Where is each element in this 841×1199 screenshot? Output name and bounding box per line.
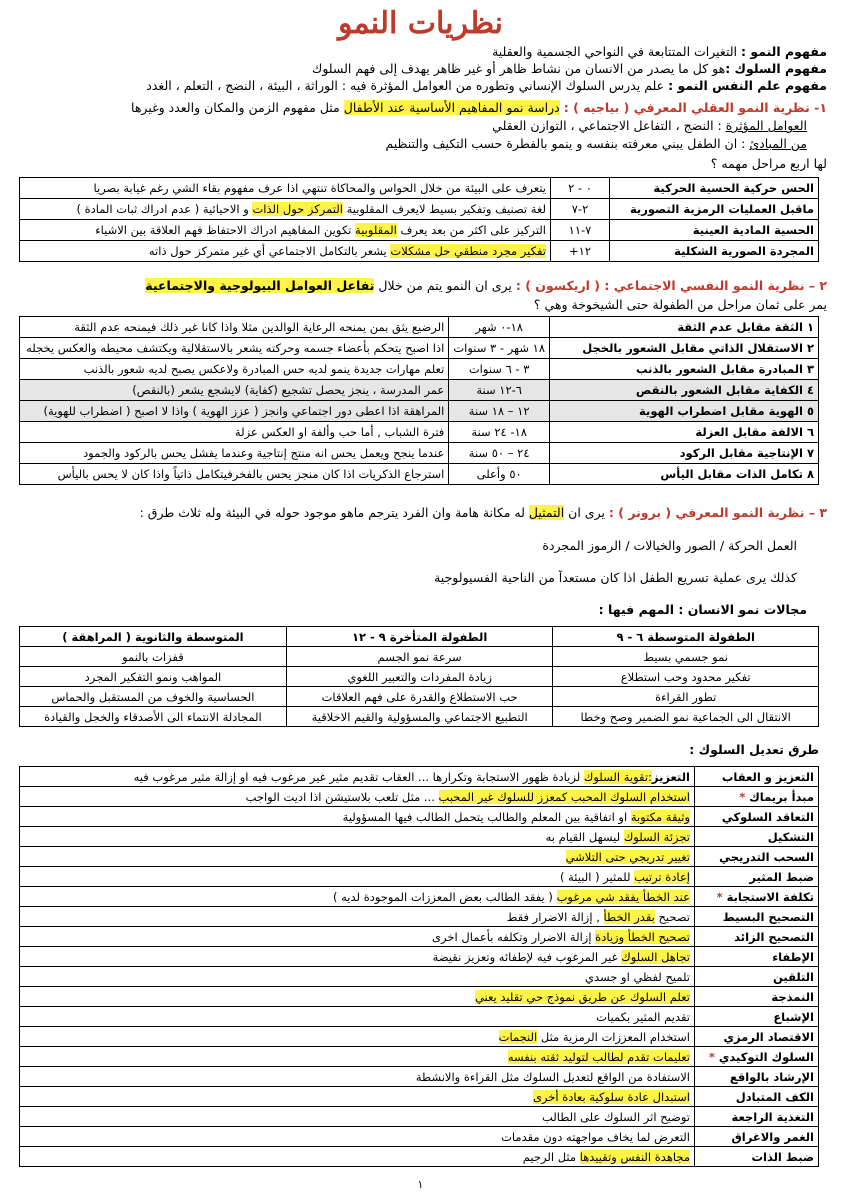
piaget-stage-desc-rest: تكوين المفاهيم ادراك الاحتفاظ فهم العلاقة بين الاشياء — [95, 223, 356, 237]
domains-header-cell: المتوسطة والثانوية ( المراهقة ) — [20, 627, 287, 647]
domains-table — [19, 626, 819, 727]
behavior-methods-table — [19, 766, 819, 1167]
behavior-method-label: مبدأ بريماك — [749, 789, 814, 804]
behavior-method-label: التعاقد السلوكي — [721, 809, 814, 824]
behavior-method-desc-pre: استخدام المعززات الرمزية مثل — [537, 1029, 690, 1044]
behavior-method-row — [20, 987, 819, 1007]
behavior-method-desc-highlight: تصحيح الخطأ وزيادة — [595, 929, 690, 944]
behavior-method-name — [695, 1107, 819, 1127]
behavior-method-desc-rest: لزيادة ظهور الاستجابة وتكرارها ... العقاب تقديم مثير غير مرغوب فيه او إزالة مثير مرغوب فيه — [133, 769, 584, 784]
erikson-stage-age: ٦-١٢ سنة — [449, 380, 550, 401]
behavior-method-row — [20, 1087, 819, 1107]
behavior-method-desc-highlight: :تقوية السلوك — [583, 769, 652, 784]
erikson-stage-name: ١ الثقة مقابل عدم الثقة — [550, 317, 819, 338]
behavior-method-name — [695, 1047, 819, 1067]
behavior-method-label: ضبط الذات — [751, 1149, 814, 1164]
erikson-stage-row — [20, 443, 819, 464]
erikson-stage-age: ٢٤ – ٥٠ سنة — [449, 443, 550, 464]
behavior-method-desc — [20, 1127, 695, 1147]
domains-cell: المواهب ونمو التفكير المجرد — [20, 667, 287, 687]
behavior-method-desc — [20, 847, 695, 867]
erikson-stage-name: ٦ الالفة مقابل العزلة — [550, 422, 819, 443]
piaget-factors-label: العوامل المؤثرة — [725, 118, 807, 133]
behavior-method-desc-rest: إزالة الاضرار وتكلفه بأعمال اخرى — [432, 929, 596, 944]
definition-text: التغيرات المتتابعة في النواحي الجسمية والعقلية — [492, 44, 741, 59]
domains-cell: الحساسية والخوف من المستقبل والحماس — [20, 687, 287, 707]
definition-term: مفهوم علم النفس النمو : — [668, 78, 827, 93]
definition-term: مفهوم النمو : — [741, 44, 827, 59]
behavior-method-desc — [20, 927, 695, 947]
domains-header-cell: الطفولة المتأخرة ٩ - ١٢ — [286, 627, 553, 647]
page-number: ١ — [417, 1178, 424, 1191]
behavior-method-desc — [20, 807, 695, 827]
erikson-stage-row — [20, 338, 819, 359]
behavior-method-label: السحب التدريجي — [719, 849, 814, 864]
piaget-stage-row — [20, 220, 819, 241]
behavior-method-desc-pre: تلميح لفظي او جسدي — [584, 969, 690, 984]
definition-behavior — [14, 61, 827, 77]
piaget-heading-rest: مثل مفهوم الزمن والمكان والعدد وغيرها — [131, 100, 344, 115]
piaget-stage-desc-highlight: تفكير مجرد منطقي حل مشكلات — [390, 244, 546, 258]
piaget-factors — [14, 118, 807, 134]
piaget-stage-desc — [20, 178, 551, 199]
erikson-stage-name: ٢ الاستقلال الذاتي مقابل الشعور بالخجل — [550, 338, 819, 359]
behavior-method-name — [695, 927, 819, 947]
behavior-method-desc — [20, 1087, 695, 1107]
erikson-stage-desc: عمر المدرسة ، ينجز يحصل تشجيع (كفاية) لايشجع يشعر (بالنقص) — [20, 380, 449, 401]
piaget-principles-label: من المبادئ — [749, 136, 807, 151]
behavior-method-desc-rest: ... مثل تلعب بلاستيشن اذا اديت الواجب — [245, 789, 439, 804]
behavior-method-name — [695, 1027, 819, 1047]
piaget-stage-desc — [20, 199, 551, 220]
behavior-method-row — [20, 767, 819, 787]
behavior-method-label: الإطفاء — [772, 949, 814, 964]
piaget-stage-desc — [20, 241, 551, 262]
definition-text: علم يدرس السلوك الإنساني وتطوره من العوامل المؤثرة فيه : الوراثة ، البيئة ، النضج ، التعلم ، الغدد — [146, 78, 669, 93]
domains-cell: المجادلة الانتماء الى الأصدقاء والخجل والقيادة — [20, 707, 287, 727]
behavior-method-label: النمذجة — [771, 989, 814, 1004]
piaget-stage-row — [20, 178, 819, 199]
domains-header-row — [20, 627, 819, 647]
star-icon: * — [739, 789, 750, 804]
behavior-method-desc-highlight: استخدام السلوك المحبب كمعزز للسلوك غير المحبب — [438, 789, 690, 804]
piaget-principles — [14, 136, 807, 152]
behavior-method-desc-highlight: تعلم السلوك عن طريق نموذج حي تقليد يعني — [474, 989, 690, 1004]
behavior-method-label: التشكيل — [767, 829, 814, 844]
piaget-stage-row — [20, 199, 819, 220]
behavior-method-desc-pre: تصحيح — [654, 909, 690, 924]
piaget-stage-desc-text: التركيز على اكثر من بعد يعرف — [396, 223, 546, 237]
behavior-method-desc — [20, 967, 695, 987]
behavior-method-desc — [20, 907, 695, 927]
behavior-method-desc-highlight: استبدال عادة سلوكية بعادة أخرى — [532, 1089, 690, 1104]
behavior-method-desc — [20, 1047, 695, 1067]
behavior-method-row — [20, 807, 819, 827]
behavior-method-row — [20, 1067, 819, 1087]
bruner-ways: العمل الحركة / الصور والخيالات / الرموز المجردة — [542, 538, 797, 553]
bruner-note: كذلك يرى عملية تسريع الطفل اذا كان مستعداً من الناحية الفسيولوجية — [434, 570, 797, 585]
behavior-method-row — [20, 967, 819, 987]
erikson-stage-age: ٥٠ وأعلى — [449, 464, 550, 485]
behavior-method-desc-highlight: النجمات — [498, 1029, 538, 1044]
behavior-method-name — [695, 1007, 819, 1027]
bruner-heading-a: يرى ان — [564, 505, 609, 520]
behavior-method-desc-rest: ( يفقد الطالب بعض المعززات الموجودة لديه ) — [332, 889, 557, 904]
behavior-method-label: التغذية الراجعة — [731, 1109, 814, 1124]
page-title: نظريات النمو — [337, 6, 504, 41]
behavior-method-row — [20, 927, 819, 947]
bruner-heading-highlight: التمثيل — [528, 505, 565, 520]
behavior-method-row — [20, 847, 819, 867]
bruner-heading-label: ٣ – نظرية النمو المعرفي ( برونر ) : — [608, 505, 827, 520]
behavior-method-label: الإرشاد بالواقع — [729, 1069, 814, 1084]
behavior-method-label: التصحيح الزائد — [734, 929, 814, 944]
behavior-method-desc-rest: ليسهل القيام به — [545, 829, 624, 844]
erikson-stage-name: ٣ المبادرة مقابل الشعور بالذنب — [550, 359, 819, 380]
behavior-method-row — [20, 1147, 819, 1167]
domains-cell: زيادة المفردات والتعبير اللغوي — [286, 667, 553, 687]
star-icon: * — [716, 889, 727, 904]
behavior-method-desc — [20, 867, 695, 887]
erikson-heading-rest: يرى ان النمو يتم من خلال — [374, 278, 516, 293]
behavior-method-desc — [20, 767, 695, 787]
behavior-method-name — [695, 1147, 819, 1167]
piaget-stage-desc-rest: يشعر بالتكامل الاجتماعي أي غير متمركز حول ذاته — [148, 244, 391, 258]
erikson-stage-name: ٤ الكفاية مقابل الشعور بالنقص — [550, 380, 819, 401]
domains-header-cell: الطفولة المتوسطة ٦ - ٩ — [553, 627, 819, 647]
behavior-method-row — [20, 1047, 819, 1067]
behavior-method-name — [695, 847, 819, 867]
domains-cell: تفكير محدود وحب استطلاع — [553, 667, 819, 687]
behavior-method-label: الغمر والاغراق — [731, 1129, 814, 1144]
erikson-stages-table — [19, 316, 819, 485]
behavior-method-desc — [20, 1107, 695, 1127]
piaget-heading-label: ١- نظرية النمو العقلي المعرفي ( بياجيه ) : — [563, 100, 827, 115]
behavior-method-desc-highlight: تجاهل السلوك — [621, 949, 690, 964]
behavior-method-label: التعزيز و العقاب — [721, 769, 814, 784]
erikson-stage-desc: فترة الشباب , أما حب وألفة او العكس عزلة — [20, 422, 449, 443]
erikson-heading-label: ٢ – نظرية النمو النفسي الاجتماعي : ( اريكسون ) : — [515, 278, 827, 293]
behavior-method-name — [695, 907, 819, 927]
piaget-stage-desc-highlight: المقلوبية — [355, 223, 397, 237]
behavior-method-name — [695, 967, 819, 987]
behavior-method-desc — [20, 1147, 695, 1167]
behavior-method-desc-highlight: وثيقة مكتوبة — [630, 809, 690, 824]
behavior-method-desc-highlight: تجزئة السلوك — [623, 829, 690, 844]
piaget-stage-name: الحسية المادية العينية — [610, 220, 819, 241]
behavior-method-desc-pre: تقديم المثير بكميات — [596, 1009, 690, 1024]
piaget-stages-intro: لها اربع مراحل مهمه ؟ — [710, 156, 827, 171]
domains-cell: نمو جسمي بسيط — [553, 647, 819, 667]
behavior-method-desc-pre: توضيح اثر السلوك على الطالب — [541, 1109, 690, 1124]
behavior-method-name — [695, 1127, 819, 1147]
behavior-method-desc-pre: التعرض لما يخاف مواجهته دون مقدمات — [501, 1129, 690, 1144]
definition-term: مفهوم السلوك : — [725, 61, 827, 76]
erikson-stage-row — [20, 380, 819, 401]
behavior-method-name — [695, 767, 819, 787]
piaget-stages-table — [19, 177, 819, 262]
erikson-stage-row — [20, 401, 819, 422]
domains-cell: الانتقال الى الجماعية نمو الضمير وصح وخطا — [553, 707, 819, 727]
behavior-method-row — [20, 1107, 819, 1127]
erikson-stage-desc: الرضيع يثق بمن يمنحه الرعاية الوالدين مثلا واذا كانا غير ذلك فيمنحه عدم الثقة — [20, 317, 449, 338]
piaget-stage-desc — [20, 220, 551, 241]
piaget-heading — [14, 100, 827, 116]
domains-row — [20, 647, 819, 667]
piaget-principles-text: : ان الطفل يبني معرفته بنفسه و ينمو بالفطرة حسب التكيف والتنظيم — [385, 136, 750, 151]
erikson-stage-row — [20, 359, 819, 380]
behavior-method-desc-label: التعزيز — [651, 769, 690, 784]
behavior-method-desc — [20, 1067, 695, 1087]
domains-heading: مجالات نمو الانسان : المهم فيها : — [598, 602, 807, 617]
domains-row — [20, 707, 819, 727]
behavior-method-desc-rest: مثل الرجيم — [522, 1149, 580, 1164]
erikson-stage-desc: تعلم مهارات جديدة ينمو لديه حس المبادرة ولاعكس يصبح لديه شعور بالذنب — [20, 359, 449, 380]
domains-cell: التطبيع الاجتماعي والمسؤولية والقيم الاخلاقية — [286, 707, 553, 727]
erikson-stage-row — [20, 464, 819, 485]
behavior-method-name — [695, 827, 819, 847]
behavior-method-row — [20, 1127, 819, 1147]
behavior-method-desc — [20, 1007, 695, 1027]
behavior-method-desc-highlight: إعادة ترتيب — [634, 869, 690, 884]
behavior-method-label: التصحيح البسيط — [722, 909, 814, 924]
domains-row — [20, 667, 819, 687]
behavior-method-desc-rest: , إزالة الاضرار فقط — [506, 909, 604, 924]
definition-text: هو كل ما يصدر من الانسان من نشاط ظاهر أو غير ظاهر يهدف إلى فهم السلوك — [312, 61, 726, 76]
piaget-stage-age: ٠ - ٢ — [551, 178, 610, 199]
behavior-heading: طرق تعديل السلوك : — [689, 742, 819, 757]
behavior-method-row — [20, 1027, 819, 1047]
behavior-method-desc — [20, 1027, 695, 1047]
behavior-method-desc-rest: او اتفاقية بين المعلم والطالب يتحمل الطالب فيها المسؤولية — [342, 809, 631, 824]
behavior-method-desc-highlight: بقدر الخطأ — [603, 909, 655, 924]
erikson-stage-age: ١٢ – ١٨ سنة — [449, 401, 550, 422]
behavior-method-label: الاقتصاد الرمزي — [723, 1029, 814, 1044]
erikson-stage-name: ٨ تكامل الذات مقابل اليأس — [550, 464, 819, 485]
behavior-method-row — [20, 947, 819, 967]
behavior-method-desc — [20, 887, 695, 907]
behavior-method-label: الكف المتبادل — [735, 1089, 814, 1104]
piaget-factors-text: : النضج ، التفاعل الاجتماعي ، التوازن العقلي — [492, 118, 726, 133]
erikson-stage-desc: المراهقة اذا اعطى دور اجتماعي وانجز ( عزز الهوية ) واذا لا اصبح ( اضطراب للهوية) — [20, 401, 449, 422]
piaget-stage-age: ٧-١١ — [551, 220, 610, 241]
piaget-stage-age: ٢-٧ — [551, 199, 610, 220]
erikson-stage-age: ١٨ شهر - ٣ سنوات — [449, 338, 550, 359]
behavior-method-label: السلوك التوكيدي — [718, 1049, 814, 1064]
piaget-heading-highlight: دراسة نمو المفاهيم الأساسية عند الأطفال — [343, 100, 560, 115]
erikson-stage-desc: اذا اصبح يتحكم بأعضاء جسمه وحركته يشعر بالاستقلالية ويكتشف محيطه والعكس يخجله — [20, 338, 449, 359]
piaget-stage-name: ماقبل العمليات الرمزية التصورية — [610, 199, 819, 220]
behavior-method-name — [695, 807, 819, 827]
domains-row — [20, 687, 819, 707]
behavior-method-label: الإشباع — [773, 1009, 814, 1024]
behavior-method-row — [20, 1007, 819, 1027]
piaget-stage-name: الحس حركية الحسية الحركية — [610, 178, 819, 199]
behavior-method-desc-pre: الاستفادة من الواقع لتعديل السلوك مثل القراءة والانشطة — [415, 1069, 690, 1084]
bruner-heading — [14, 505, 827, 521]
behavior-method-desc-highlight: مجاهدة النفس وتقييدها — [579, 1149, 690, 1164]
behavior-method-label: ضبط المثير — [749, 869, 814, 884]
behavior-method-name — [695, 787, 819, 807]
piaget-stage-desc-text: يتعرف على البيئة من خلال الحواس والمحاكاة تنتهي اذا عرف مفهوم بقاء الشي رغم غيابة بصريا — [93, 181, 546, 195]
definition-growth — [14, 44, 827, 60]
erikson-stage-desc: عندما ينجح ويعمل يحس انه منتج إنتاجية وعندما يفشل يحس بالركود والجمود — [20, 443, 449, 464]
behavior-method-desc-highlight: عند الخطأ يفقد شي مرغوب — [556, 889, 690, 904]
behavior-method-name — [695, 987, 819, 1007]
behavior-method-row — [20, 827, 819, 847]
piaget-stage-desc-highlight: التمركز حول الذات — [252, 202, 343, 216]
erikson-stage-age: ١٨-٠ شهر — [449, 317, 550, 338]
behavior-method-desc-highlight: تعليمات تقدم لطالب لتوليد ثقته بنفسه — [507, 1049, 690, 1064]
behavior-method-row — [20, 887, 819, 907]
piaget-stage-desc-rest: و الاحيائية ( عدم ادراك ثبات المادة ) — [76, 202, 253, 216]
erikson-stage-row — [20, 317, 819, 338]
behavior-method-row — [20, 787, 819, 807]
behavior-method-desc — [20, 987, 695, 1007]
behavior-method-desc — [20, 787, 695, 807]
erikson-intro: يمر على ثمان مراحل من الطفولة حتى الشيخوخة وهي ؟ — [533, 297, 827, 312]
erikson-heading — [14, 278, 827, 294]
bruner-heading-b: له مكانة هامة وان الفرد يترجم ماهو موجود حوله في البيئة وله ثلاث طرق : — [139, 505, 529, 520]
behavior-method-desc — [20, 947, 695, 967]
behavior-method-name — [695, 1087, 819, 1107]
behavior-method-name — [695, 867, 819, 887]
erikson-stage-name: ٧ الإنتاجية مقابل الركود — [550, 443, 819, 464]
erikson-stage-age: ٣ - ٦ سنوات — [449, 359, 550, 380]
domains-cell: سرعة نمو الجسم — [286, 647, 553, 667]
behavior-method-name — [695, 1067, 819, 1087]
erikson-heading-highlight: تفاعل العوامل البيولوجية والاجتماعية — [145, 278, 375, 293]
behavior-method-desc-rest: للمثير ( البيئة ) — [560, 869, 635, 884]
erikson-stage-desc: استرجاع الذكريات اذا كان منجز يحس بالفخرفيتكامل ذاتياً واذا كان لا يحس باليأس — [20, 464, 449, 485]
domains-cell: تطور القراءة — [553, 687, 819, 707]
behavior-method-desc — [20, 827, 695, 847]
piaget-stage-name: المجردة الصورية الشكلية — [610, 241, 819, 262]
behavior-method-row — [20, 867, 819, 887]
behavior-method-name — [695, 947, 819, 967]
behavior-method-name — [695, 887, 819, 907]
behavior-method-label: تكلفة الاستجابة — [726, 889, 814, 904]
domains-cell: قفزات بالنمو — [20, 647, 287, 667]
behavior-method-label: التلقين — [773, 969, 814, 984]
behavior-method-row — [20, 907, 819, 927]
piaget-stage-age: ١٢+ — [551, 241, 610, 262]
erikson-stage-name: ٥ الهوية مقابل اضطراب الهوية — [550, 401, 819, 422]
behavior-method-desc-highlight: تغيير تدريجي حتى التلاشي — [565, 849, 690, 864]
piaget-stage-desc-text: لغة تصنيف وتفكير بسيط لايعرف المقلوبية — [342, 202, 546, 216]
star-icon: * — [708, 1049, 719, 1064]
piaget-stage-row — [20, 241, 819, 262]
definition-psychology — [14, 78, 827, 94]
erikson-stage-row — [20, 422, 819, 443]
behavior-method-desc-rest: غير المرغوب فيه لإطفائه وتعزيز نقيضة — [432, 949, 622, 964]
erikson-stage-age: ١٨- ٢٤ سنة — [449, 422, 550, 443]
domains-cell: حب الاستطلاع والقدرة على فهم العلاقات — [286, 687, 553, 707]
